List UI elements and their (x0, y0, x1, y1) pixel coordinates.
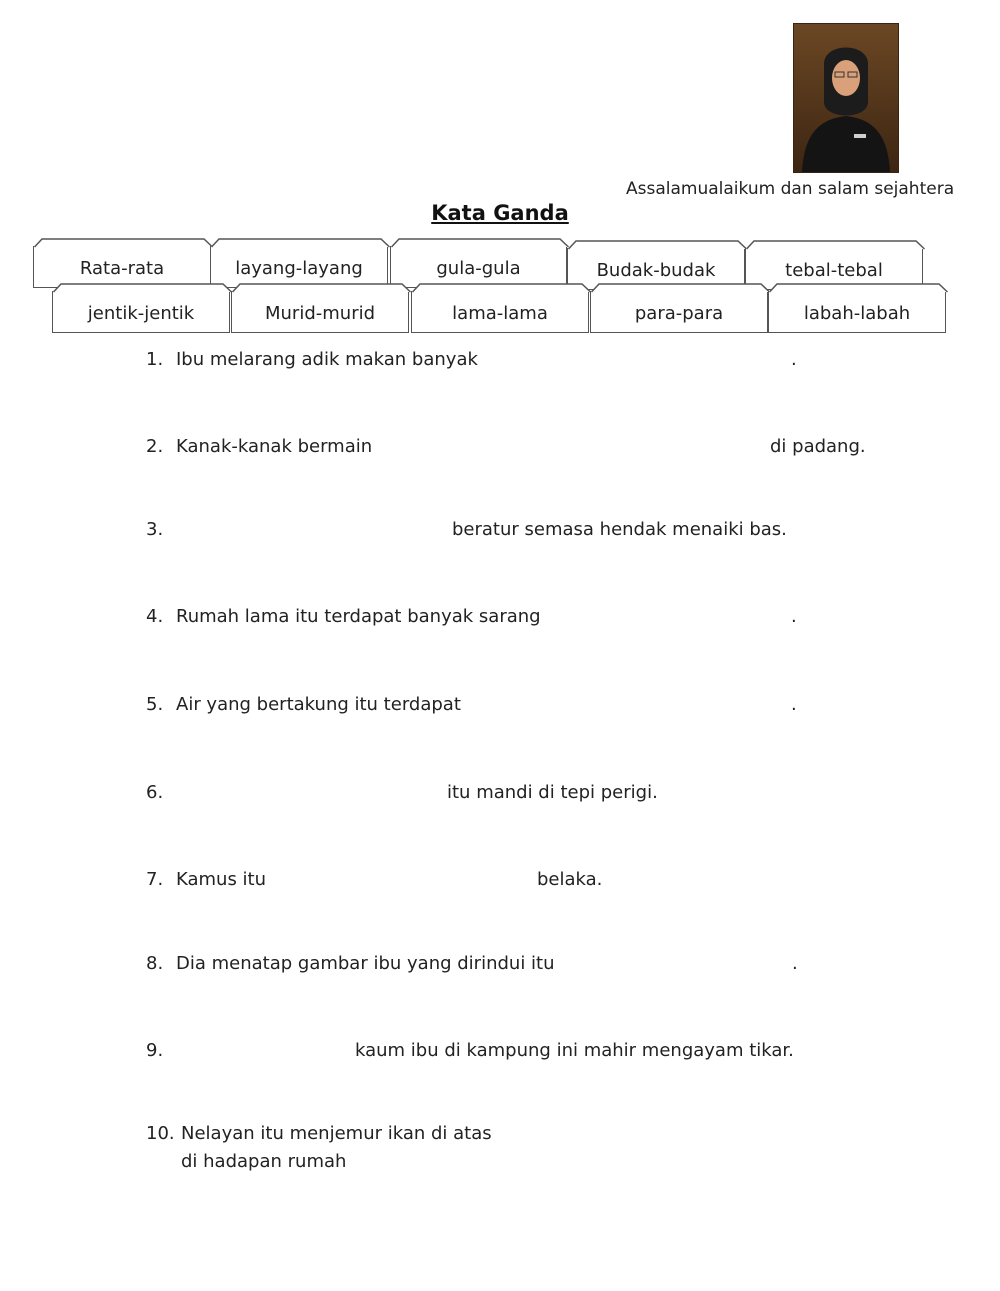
word-tile[interactable] (768, 291, 946, 333)
question-number: 4. (146, 606, 164, 627)
answer-blank[interactable] (176, 517, 450, 545)
question-text: Nelayan itu menjemur ikan di atas (181, 1123, 492, 1144)
question-text: beratur semasa hendak menaiki bas. (452, 519, 787, 540)
word-tile-label: lama-lama (452, 303, 548, 324)
question-number: 9. (146, 1040, 164, 1061)
question-number: 10. (146, 1123, 175, 1144)
word-tile-label: labah-labah (803, 303, 911, 324)
question-text: . (791, 694, 797, 715)
question-text: Air yang bertakung itu terdapat (176, 694, 461, 715)
word-tile-label: Rata-rata (79, 258, 165, 279)
question-number: 7. (146, 869, 164, 890)
question-number: 2. (146, 436, 164, 457)
question-text: . (791, 349, 797, 370)
answer-blank[interactable] (572, 604, 788, 632)
answer-blank[interactable] (485, 692, 789, 720)
word-tile[interactable] (33, 246, 211, 288)
word-tile-label: tebal-tebal (785, 260, 883, 281)
answer-blank[interactable] (512, 1121, 776, 1149)
question-number: 5. (146, 694, 164, 715)
answer-blank[interactable] (505, 347, 789, 375)
word-tile[interactable] (52, 291, 230, 333)
greeting-text: Assalamualaikum dan salam sejahtera (626, 179, 955, 199)
word-tile-label: Budak-budak (596, 260, 716, 281)
word-tile[interactable] (231, 291, 409, 333)
question-text: Kamus itu (176, 869, 267, 890)
answer-blank[interactable] (176, 1038, 352, 1066)
word-tile[interactable] (390, 246, 567, 288)
question-number: 8. (146, 953, 164, 974)
question-number: 3. (146, 519, 164, 540)
word-tile-label: gula-gula (436, 258, 521, 279)
answer-blank[interactable] (275, 867, 534, 895)
question-text: Rumah lama itu terdapat banyak sarang (176, 606, 541, 627)
word-tile[interactable] (411, 291, 589, 333)
teacher-photo (793, 23, 899, 173)
question-text: Ibu melarang adik makan banyak (176, 349, 478, 370)
worksheet-title: Kata Ganda (431, 201, 569, 225)
question-text: Kanak-kanak bermain (176, 436, 373, 457)
question-number: 1. (146, 349, 164, 370)
word-tile-label: jentik-jentik (87, 303, 195, 324)
question-text: Dia menatap gambar ibu yang dirindui itu (176, 953, 555, 974)
question-text: . (791, 606, 797, 627)
answer-blank[interactable] (583, 951, 789, 979)
question-text: belaka. (537, 869, 603, 890)
question-text: di padang. (770, 436, 866, 457)
question-number: 6. (146, 782, 164, 803)
word-tile-label: Murid-murid (264, 303, 376, 324)
question-text: . (792, 953, 798, 974)
word-tile[interactable] (590, 291, 768, 333)
answer-blank[interactable] (395, 434, 764, 462)
word-tile-label: para-para (634, 303, 724, 324)
question-text: kaum ibu di kampung ini mahir mengayam tikar. (355, 1040, 794, 1061)
word-tile[interactable] (210, 246, 388, 288)
question-text: di hadapan rumah (181, 1151, 347, 1172)
answer-blank[interactable] (176, 780, 445, 808)
word-tile-label: layang-layang (235, 258, 363, 279)
question-text: itu mandi di tepi perigi. (447, 782, 658, 803)
